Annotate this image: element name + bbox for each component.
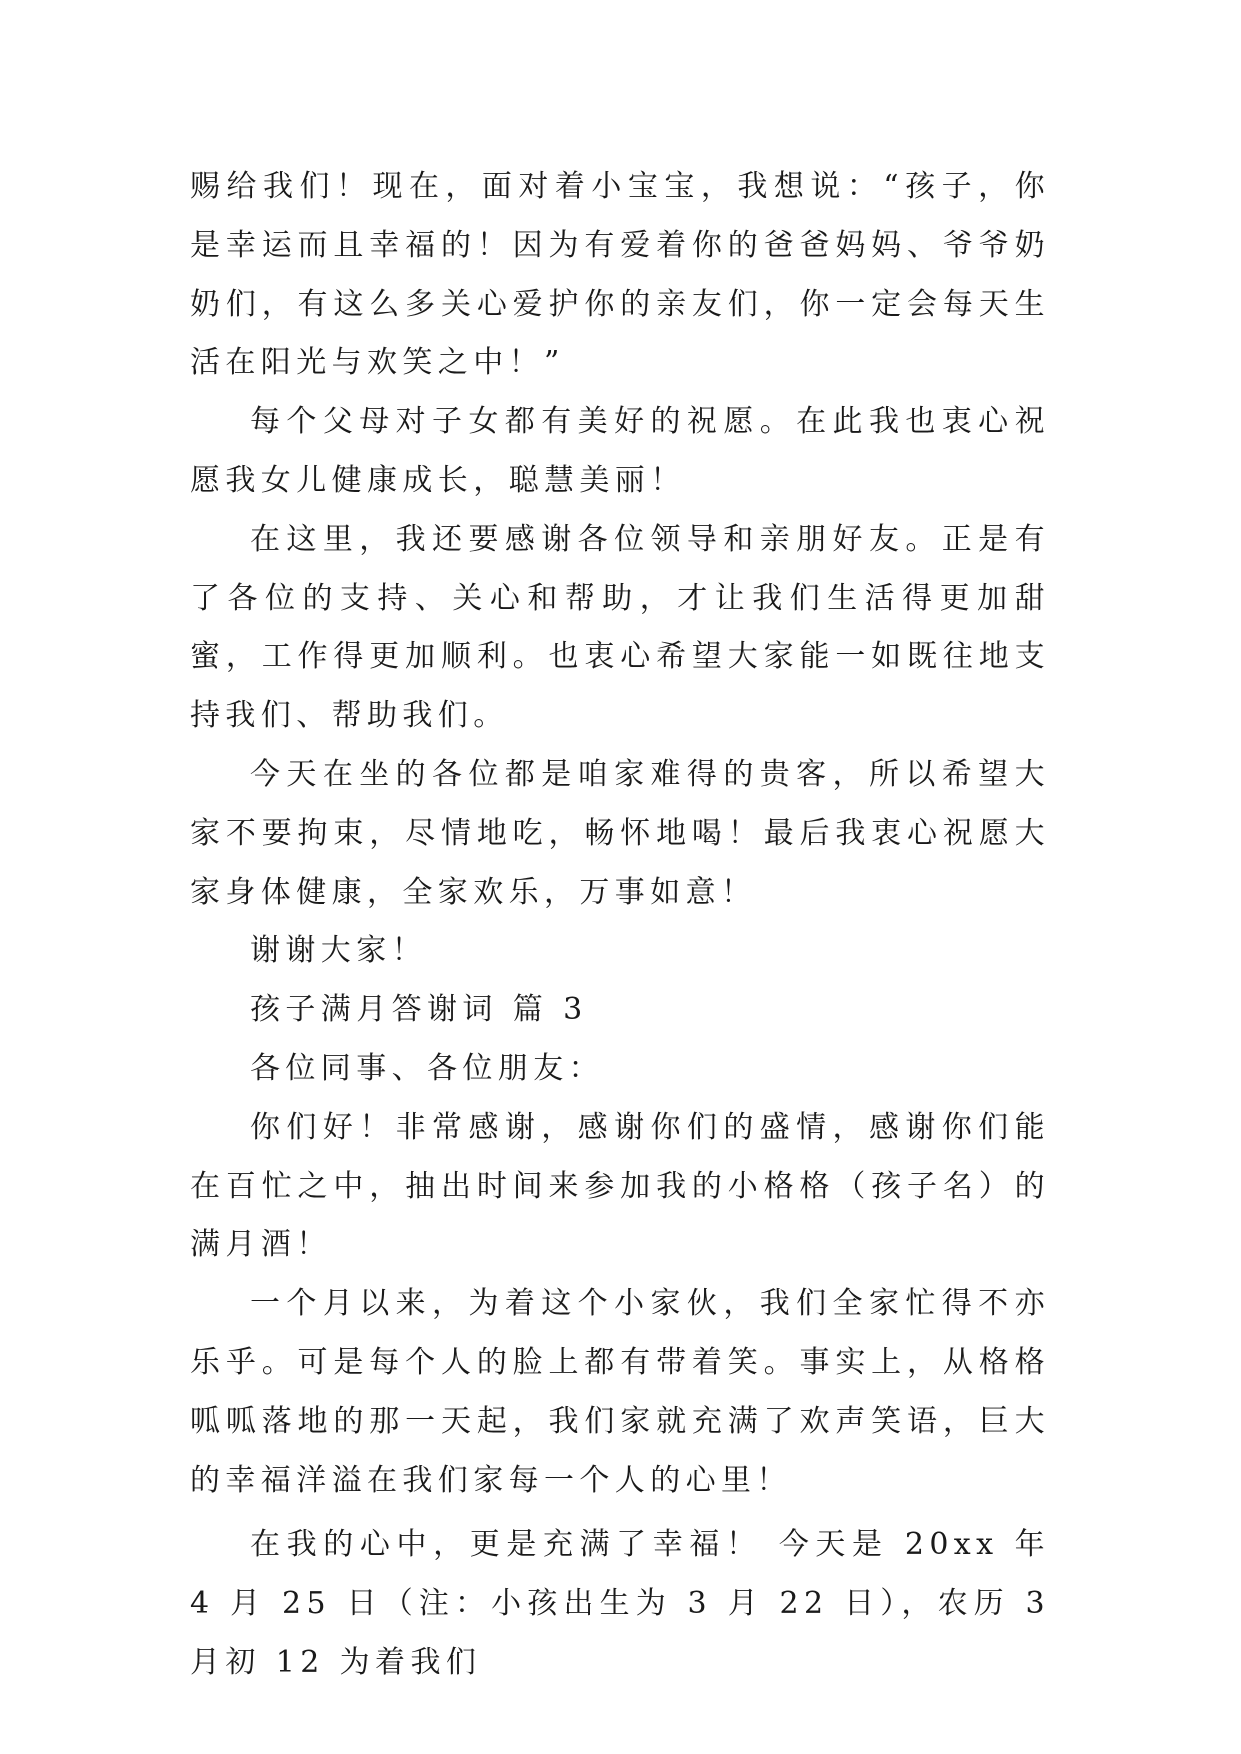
paragraph-continued: 赐给我们！现在，面对着小宝宝，我想说：“孩子，你是幸运而且幸福的！因为有爱着你的爸爸妈妈、爷爷奶奶们，有这么多关心爱护你的亲友们，你一定会每天生活在阳光与欢笑之中！” bbox=[190, 169, 1050, 381]
paragraph-guests: 今天在坐的各位都是咱家难得的贵客，所以希望大家不要拘束，尽情地吃，畅怀地喝！最后我衷心祝愿大家身体健康，全家欢乐，万事如意！ bbox=[190, 756, 1050, 910]
paragraph-greeting: 你们好！非常感谢，感谢你们的盛情，感谢你们能在百忙之中，抽出时间来参加我的小格格（孩子名）的满月酒！ bbox=[190, 1109, 1050, 1263]
salutation: 各位同事、各位朋友： bbox=[250, 1050, 604, 1086]
paragraph-thanks-leaders: 在这里，我还要感谢各位领导和亲朋好友。正是有了各位的支持、关心和帮助，才让我们生活得更加甜蜜，工作得更加顺利。也衷心希望大家能一如既往地支持我们、帮助我们。 bbox=[190, 521, 1050, 734]
paragraph-wishes: 每个父母对子女都有美好的祝愿。在此我也衷心祝愿我女儿健康成长，聪慧美丽！ bbox=[190, 404, 1050, 498]
paragraph-thank-you: 谢谢大家！ bbox=[250, 933, 427, 969]
document-body bbox=[190, 158, 1050, 1693]
section-heading: 孩子满月答谢词 篇 3 bbox=[250, 992, 588, 1028]
paragraph-month: 一个月以来，为着这个小家伙，我们全家忙得不亦乐乎。可是每个人的脸上都有带着笑。事实上，从格格呱呱落地的那一天起，我们家就充满了欢声笑语，巨大的幸福洋溢在我们家每一个人的心里！ bbox=[190, 1286, 1050, 1498]
paragraph-date: 在我的心中，更是充满了幸福！ 今天是 20xx 年 4 月 25 日（注：小孩出生为 3 月 22 日），农历 3 月初 12 为着我们 bbox=[190, 1527, 1050, 1680]
